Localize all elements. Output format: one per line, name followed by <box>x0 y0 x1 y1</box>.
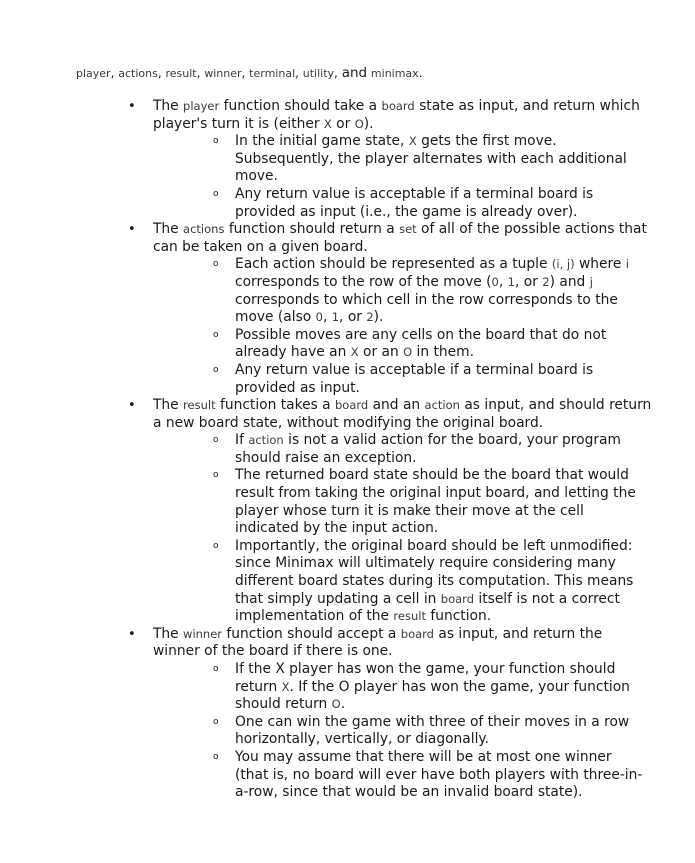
code-minimax: minimax <box>370 67 419 80</box>
sub-item: o Importantly, the original board should be left unmodified: since Minimax will ultimately require considering many different board states during its computation. This means that simply updating a cell in board itself is not a correct implementation of the result function. <box>153 538 645 626</box>
code-player: player <box>76 67 111 80</box>
player-description: • The player function should take a board state as input, and return which player's turn it is (either X or O). <box>153 98 640 132</box>
code-utility: utility <box>302 67 335 80</box>
sub-item: o Any return value is acceptable if a terminal board is provided as input (i.e., the game is already over). <box>153 186 645 221</box>
sub-item: o You may assume that there will be at most one winner (that is, no board will ever have both players with three-in-a-row, since that would be an invalid board state). <box>153 749 645 802</box>
code-terminal: terminal <box>249 67 296 80</box>
function-list <box>0 98 695 802</box>
code-actions: actions <box>118 67 158 80</box>
list-item-winner <box>0 626 653 802</box>
intro-line: player, actions, result, winner, terminal, utility, and minimax. <box>76 65 423 81</box>
player-sublist <box>153 133 653 221</box>
sub-item: o The returned board state should be the board that would result from taking the original input board, and letting the player whose turn it is make their move at the cell indicated by the input action. <box>153 467 645 537</box>
result-description: • The result function takes a board and an action as input, and should return a new board state, without modifying the original board. <box>153 397 652 431</box>
actions-sublist <box>153 256 653 397</box>
sub-item: o In the initial game state, X gets the first move. Subsequently, the player alternates with each additional move. <box>153 133 645 186</box>
actions-description: • The actions function should return a set of all of the possible actions that can be taken on a given board. <box>153 221 647 255</box>
sub-item: o If the X player has won the game, your function should return X. If the O player has won the game, your function should return O. <box>153 661 645 714</box>
winner-sublist <box>153 661 653 802</box>
sub-item: o Any return value is acceptable if a terminal board is provided as input. <box>153 362 645 397</box>
sub-item: o Each action should be represented as a tuple (i, j) where i corresponds to the row of the move (0, 1, or 2) and j corresponds to which cell in the row corresponds to the move (also 0, 1, or 2). <box>153 256 645 326</box>
list-item-actions <box>0 221 653 397</box>
winner-description: • The winner function should accept a board as input, and return the winner of the board if there is one. <box>153 625 603 660</box>
sub-item: o If action is not a valid action for the board, your program should raise an exception. <box>153 432 645 467</box>
sub-item: o Possible moves are any cells on the board that do not already have an X or an O in them. <box>153 327 645 362</box>
list-item-player <box>0 98 653 221</box>
code-winner: winner <box>204 67 242 80</box>
list-item-result <box>0 397 653 626</box>
result-sublist <box>153 432 653 626</box>
sub-item: o One can win the game with three of their moves in a row horizontally, vertically, or diagonally. <box>153 714 645 749</box>
code-result: result <box>165 67 197 80</box>
